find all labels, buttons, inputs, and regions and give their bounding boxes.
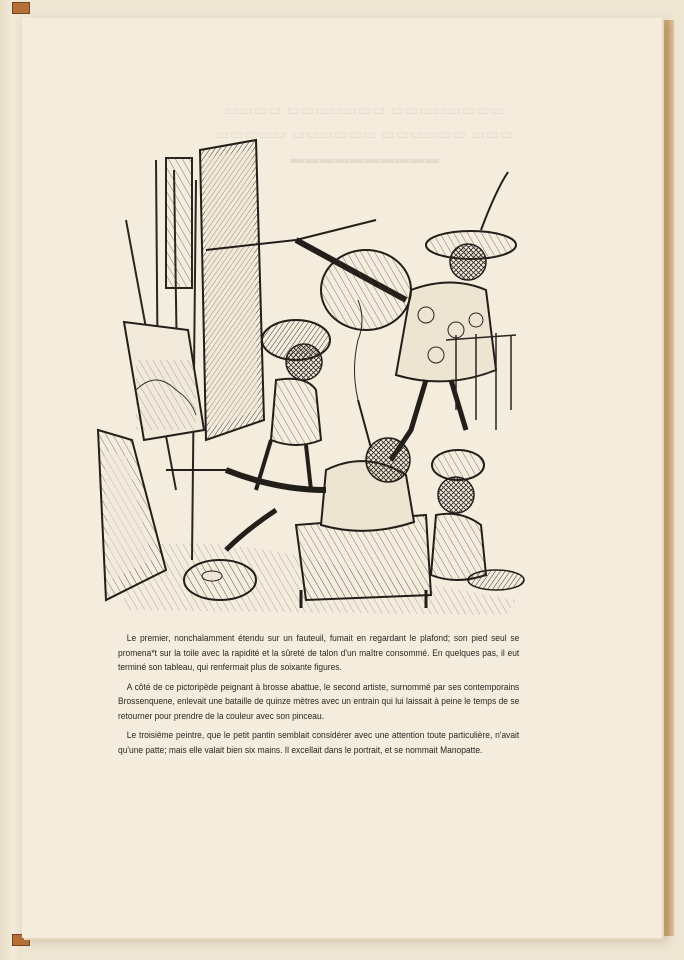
book-spine-edge — [0, 0, 22, 960]
turbaned-monkey — [431, 450, 524, 590]
large-canvas-on-easel — [200, 140, 264, 440]
body-text — [118, 632, 520, 763]
young-monkey-in-cap — [256, 320, 330, 490]
page-stack-edge — [660, 20, 674, 936]
paragraph-3: Le troisième peintre, que le petit pantin semblait considérer avec une attention toute particulière, n'avait qu'une patte; mais elle valait bien six mains. Il excellait dans le portrait, et se nommait Manopatte. — [118, 730, 520, 756]
top-binding-tab — [12, 2, 30, 14]
palette-on-floor — [184, 560, 256, 600]
leaning-canvases — [98, 430, 166, 600]
reverse-side-show-through: ▭▭▭▭ ▭▭▭▭▭▭▭ ▭▭▭▭▭▭▭▭ ▭▭▭▭▭ ▭▭▭▭▭▭ ▭▭▭▭▭▭ ▭▭▭ ▬▬▬▬▬▬▬▬▬▬ — [215, 104, 515, 167]
engraved-illustration-monkey-painters — [96, 130, 528, 620]
paragraph-1: Le premier, nonchalamment étendu sur un fauteuil, fumait en regardant le plafond; son pied seul se promena*t sur la toile avec la rapidité et la sûreté de talon d'un maître consommé. En quelques pas, il eut terminé son tableau, qui renfermait plus de soixante figures. — [118, 633, 520, 673]
small-landscape-canvas — [124, 322, 204, 440]
paragraph-2: A côté de ce pictoripède peignant à brosse abattue, le second artiste, surnommé par ses contemporains Brossenquene, enlevait une bataille de quinze mètres avec un entrain qui lui laissait à peine le temps de se retourner pour prendre de la couleur avec son pinceau. — [118, 681, 520, 722]
